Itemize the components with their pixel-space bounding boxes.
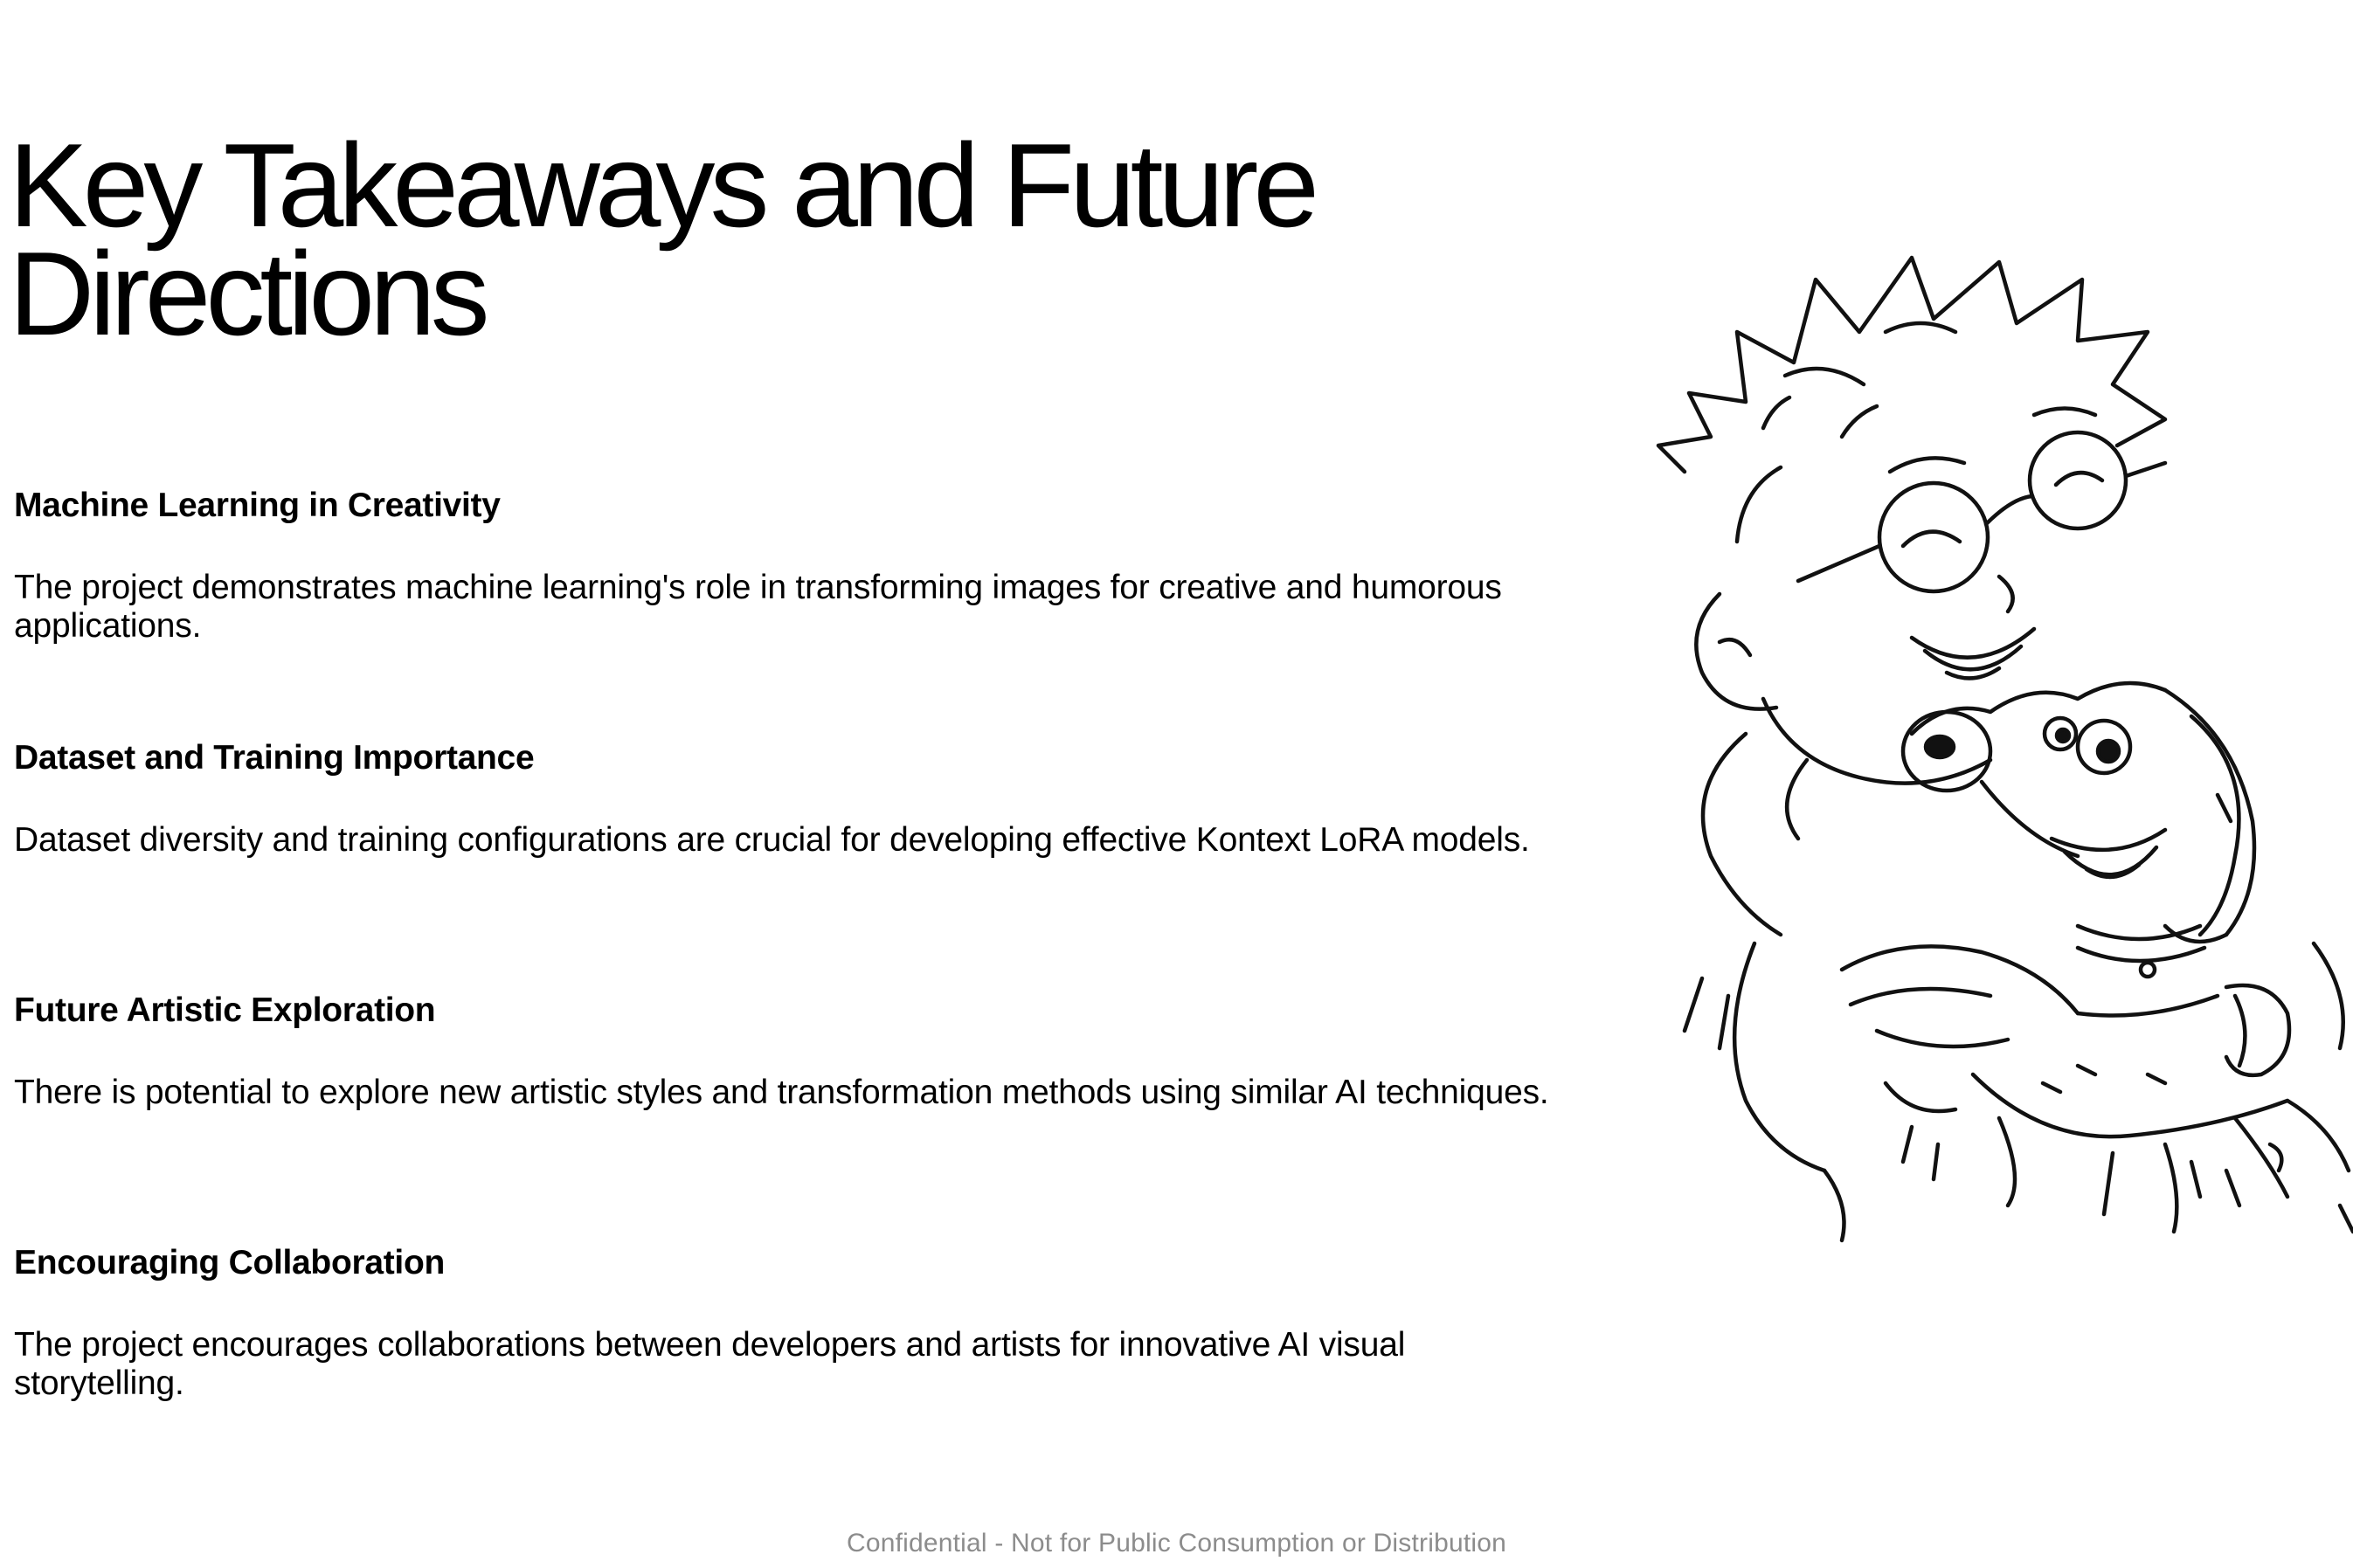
section-body: Dataset diversity and training configurations are crucial for developing effective Kontext LoRA models. bbox=[14, 821, 1530, 859]
slide-title: Key Takeaways and Future Directions bbox=[9, 119, 1314, 360]
takeaway-section bbox=[14, 485, 1578, 737]
confidential-footer: Confidential - Not for Public Consumption or Distribution bbox=[846, 1529, 1507, 1558]
section-heading: Dataset and Training Importance bbox=[14, 739, 535, 777]
section-body: The project encourages collaborations between developers and artists for innovative AI visual storytelling. bbox=[14, 1326, 1406, 1402]
section-heading: Machine Learning in Creativity bbox=[14, 487, 501, 524]
boy-hugging-dog-illustration bbox=[1623, 70, 2353, 1415]
takeaway-section bbox=[14, 737, 1578, 990]
section-body: The project demonstrates machine learning's role in transforming images for creative and humorous applications. bbox=[14, 569, 1502, 645]
takeaway-section bbox=[14, 1242, 1578, 1495]
section-heading: Future Artistic Exploration bbox=[14, 991, 436, 1029]
takeaways-list bbox=[14, 485, 1578, 1495]
boy-hugging-dog-icon bbox=[1623, 70, 2353, 1415]
takeaway-section bbox=[14, 990, 1578, 1242]
section-body: There is potential to explore new artistic styles and transformation methods using similar AI techniques. bbox=[14, 1074, 1549, 1111]
section-heading: Encouraging Collaboration bbox=[14, 1244, 446, 1281]
